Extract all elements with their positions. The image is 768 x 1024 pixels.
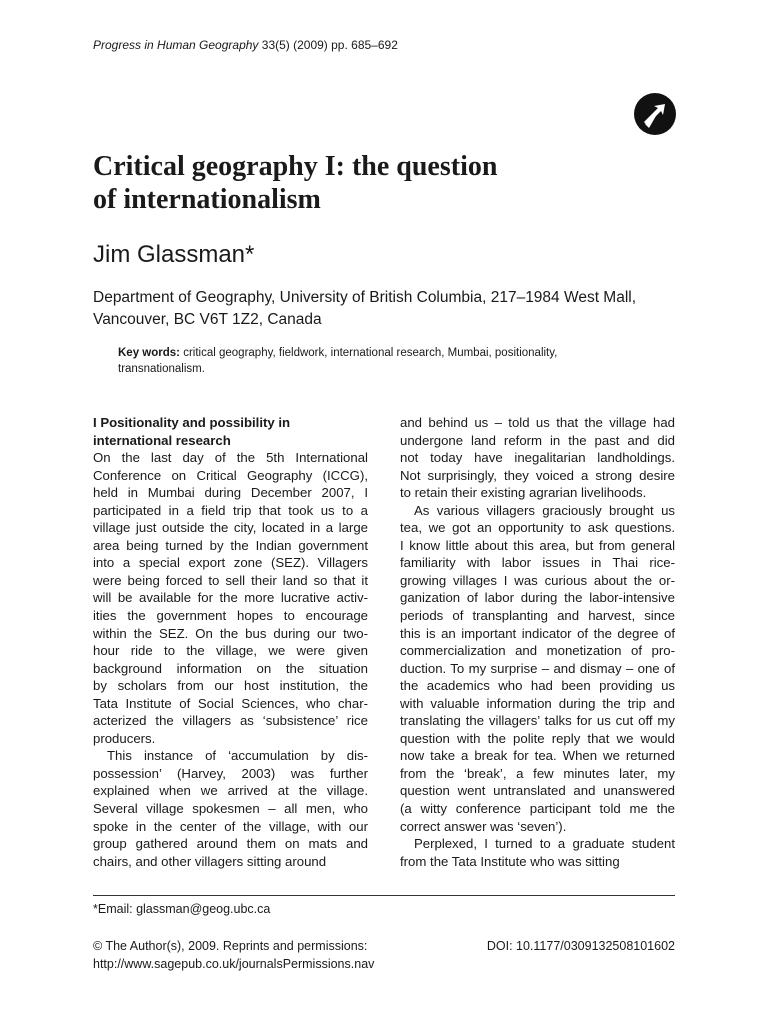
- body-text-line: producers.: [93, 730, 156, 746]
- body-text-line: Not surprisingly, they voiced a strong desire: [400, 467, 675, 483]
- body-text-line: held in Mumbai during December 2007, I: [93, 485, 368, 501]
- body-text-line: the academics who had been providing us: [400, 678, 675, 694]
- body-text-line: growing villages I was curious about the or-: [400, 572, 675, 588]
- affiliation: [93, 287, 693, 331]
- body-text-line: background information on the situation: [93, 660, 368, 676]
- body-text-line: from the ‘break’, a few minutes later, my: [400, 765, 675, 781]
- body-text-line: area being turned by the Indian government: [93, 537, 368, 553]
- body-text-line: this is an important indicator of the degree of: [400, 625, 675, 641]
- keywords-line-2: transnationalism.: [118, 363, 205, 375]
- section-heading-line: I Positionality and possibility in: [93, 415, 291, 430]
- keywords-line-1: critical geography, fieldwork, international research, Mumbai, positionality,: [183, 347, 558, 359]
- body-text-line: correct answer was ‘seven’).: [400, 818, 567, 834]
- doi: DOI: 10.1177/0309132508101602: [486, 939, 675, 953]
- body-text-line: will be available for the more lucrative activ-: [93, 590, 368, 606]
- copyright-line-1: © The Author(s), 2009. Reprints and permissions:: [93, 939, 368, 953]
- title-line-2: of internationalism: [93, 184, 321, 215]
- body-text-line: (a witty conference participant told me the: [400, 801, 675, 817]
- copyright-notice: [93, 937, 374, 973]
- journal-name: Progress in Human Geography: [93, 38, 259, 52]
- body-text-line: duction. To my surprise – and dismay – one of: [400, 660, 675, 676]
- body-text-line: with valuable information during the trip and: [400, 695, 675, 711]
- permissions-link[interactable]: http://www.sagepub.co.uk/journalsPermissions.nav: [93, 957, 375, 971]
- body-text-line: As various villagers graciously brought us: [414, 502, 675, 518]
- affiliation-line-2: Vancouver, BC V6T 1Z2, Canada: [93, 311, 322, 328]
- body-text-line: I know little about this area, but from general: [400, 537, 675, 553]
- body-text-line: acterized the villagers as ‘subsistence’ rice: [93, 713, 368, 729]
- body-text-line: This instance of ‘accumulation by dis-: [107, 748, 368, 764]
- body-text-line: familiarity with labor issues in Thai rice-: [400, 555, 675, 571]
- body-text-line: from the Tata Institute who was sitting: [400, 853, 620, 869]
- body-text-line: into a special export zone (SEZ). Villagers: [93, 555, 368, 571]
- body-text-line: to retain their existing agrarian livelihoods.: [400, 485, 647, 501]
- body-text-line: On the last day of the 5th International: [93, 450, 368, 466]
- journal-citation: [93, 38, 398, 52]
- author-name: Jim Glassman*: [93, 241, 255, 268]
- body-text-line: were being forced to sell their land so that it: [93, 572, 368, 588]
- body-text-line: undergone land reform in the past and did: [400, 432, 675, 448]
- body-text-line: now take a break for tea. When we returned: [400, 748, 675, 764]
- body-text-line: participated in a field trip that took us to a: [93, 502, 368, 518]
- body-text-line: periods of transplanting and harvest, since: [400, 608, 675, 624]
- body-text-line: tea, we got an opportunity to ask questions.: [400, 520, 675, 536]
- body-text-line: group gathered around them on mats and: [93, 836, 368, 852]
- body-text-line: translating the villagers’ talks for us cut off my: [400, 713, 675, 729]
- body-text-line: Tata Institute of Social Sciences, who char-: [93, 695, 368, 711]
- body-text-line: Perplexed, I turned to a graduate student: [414, 836, 675, 852]
- title-line-1: Critical geography I: the question: [93, 151, 498, 182]
- journal-volume: 33(5) (2009) pp. 685–692: [261, 38, 398, 52]
- body-text-line: question with the polite reply that we would: [400, 730, 675, 746]
- sage-arrow-logo-icon: [634, 93, 676, 135]
- body-text-line: commercialization and monetization of pro-: [400, 643, 675, 659]
- body-text-line: ganization of labor during the labor-intensive: [400, 590, 675, 606]
- body-text-line: and behind us – told us that the village had: [400, 415, 675, 430]
- body-text-line: by scholars from our host institution, the: [93, 678, 368, 694]
- body-text-line: chairs, and other villagers sitting around: [93, 853, 327, 869]
- body-text-line: Conference on Critical Geography (ICCG),: [93, 467, 368, 483]
- body-text-line: ities the government hopes to encourage: [93, 608, 368, 624]
- body-column-left: [93, 414, 368, 870]
- body-text-line: village just outside the city, located in a large: [93, 520, 368, 536]
- body-text-line: within the SEZ. On the bus during our two-: [93, 625, 368, 641]
- body-text-line: possession’ (Harvey, 2003) was further: [93, 765, 368, 781]
- body-text-line: hour ride to the village, we were given: [93, 643, 368, 659]
- affiliation-line-1: Department of Geography, University of British Columbia, 217–1984 West Mall,: [93, 289, 637, 306]
- footnote-divider: [93, 895, 675, 896]
- keywords: [118, 345, 678, 377]
- body-text-line: explained when we arrived at the village.: [93, 783, 368, 799]
- article-title: [93, 150, 653, 216]
- footnote-email: *Email: glassman@geog.ubc.ca: [93, 902, 271, 916]
- keywords-label: Key words:: [118, 347, 180, 359]
- body-text-line: spoke in the center of the village, with our: [93, 818, 368, 834]
- body-text-line: Several village spokesmen – all men, who: [93, 801, 368, 817]
- body-text-line: not today have inegalitarian landholdings.: [400, 450, 675, 466]
- body-column-right: [400, 414, 675, 870]
- section-heading-line: international research: [93, 432, 231, 448]
- body-text-line: question went untranslated and unanswered: [400, 783, 675, 799]
